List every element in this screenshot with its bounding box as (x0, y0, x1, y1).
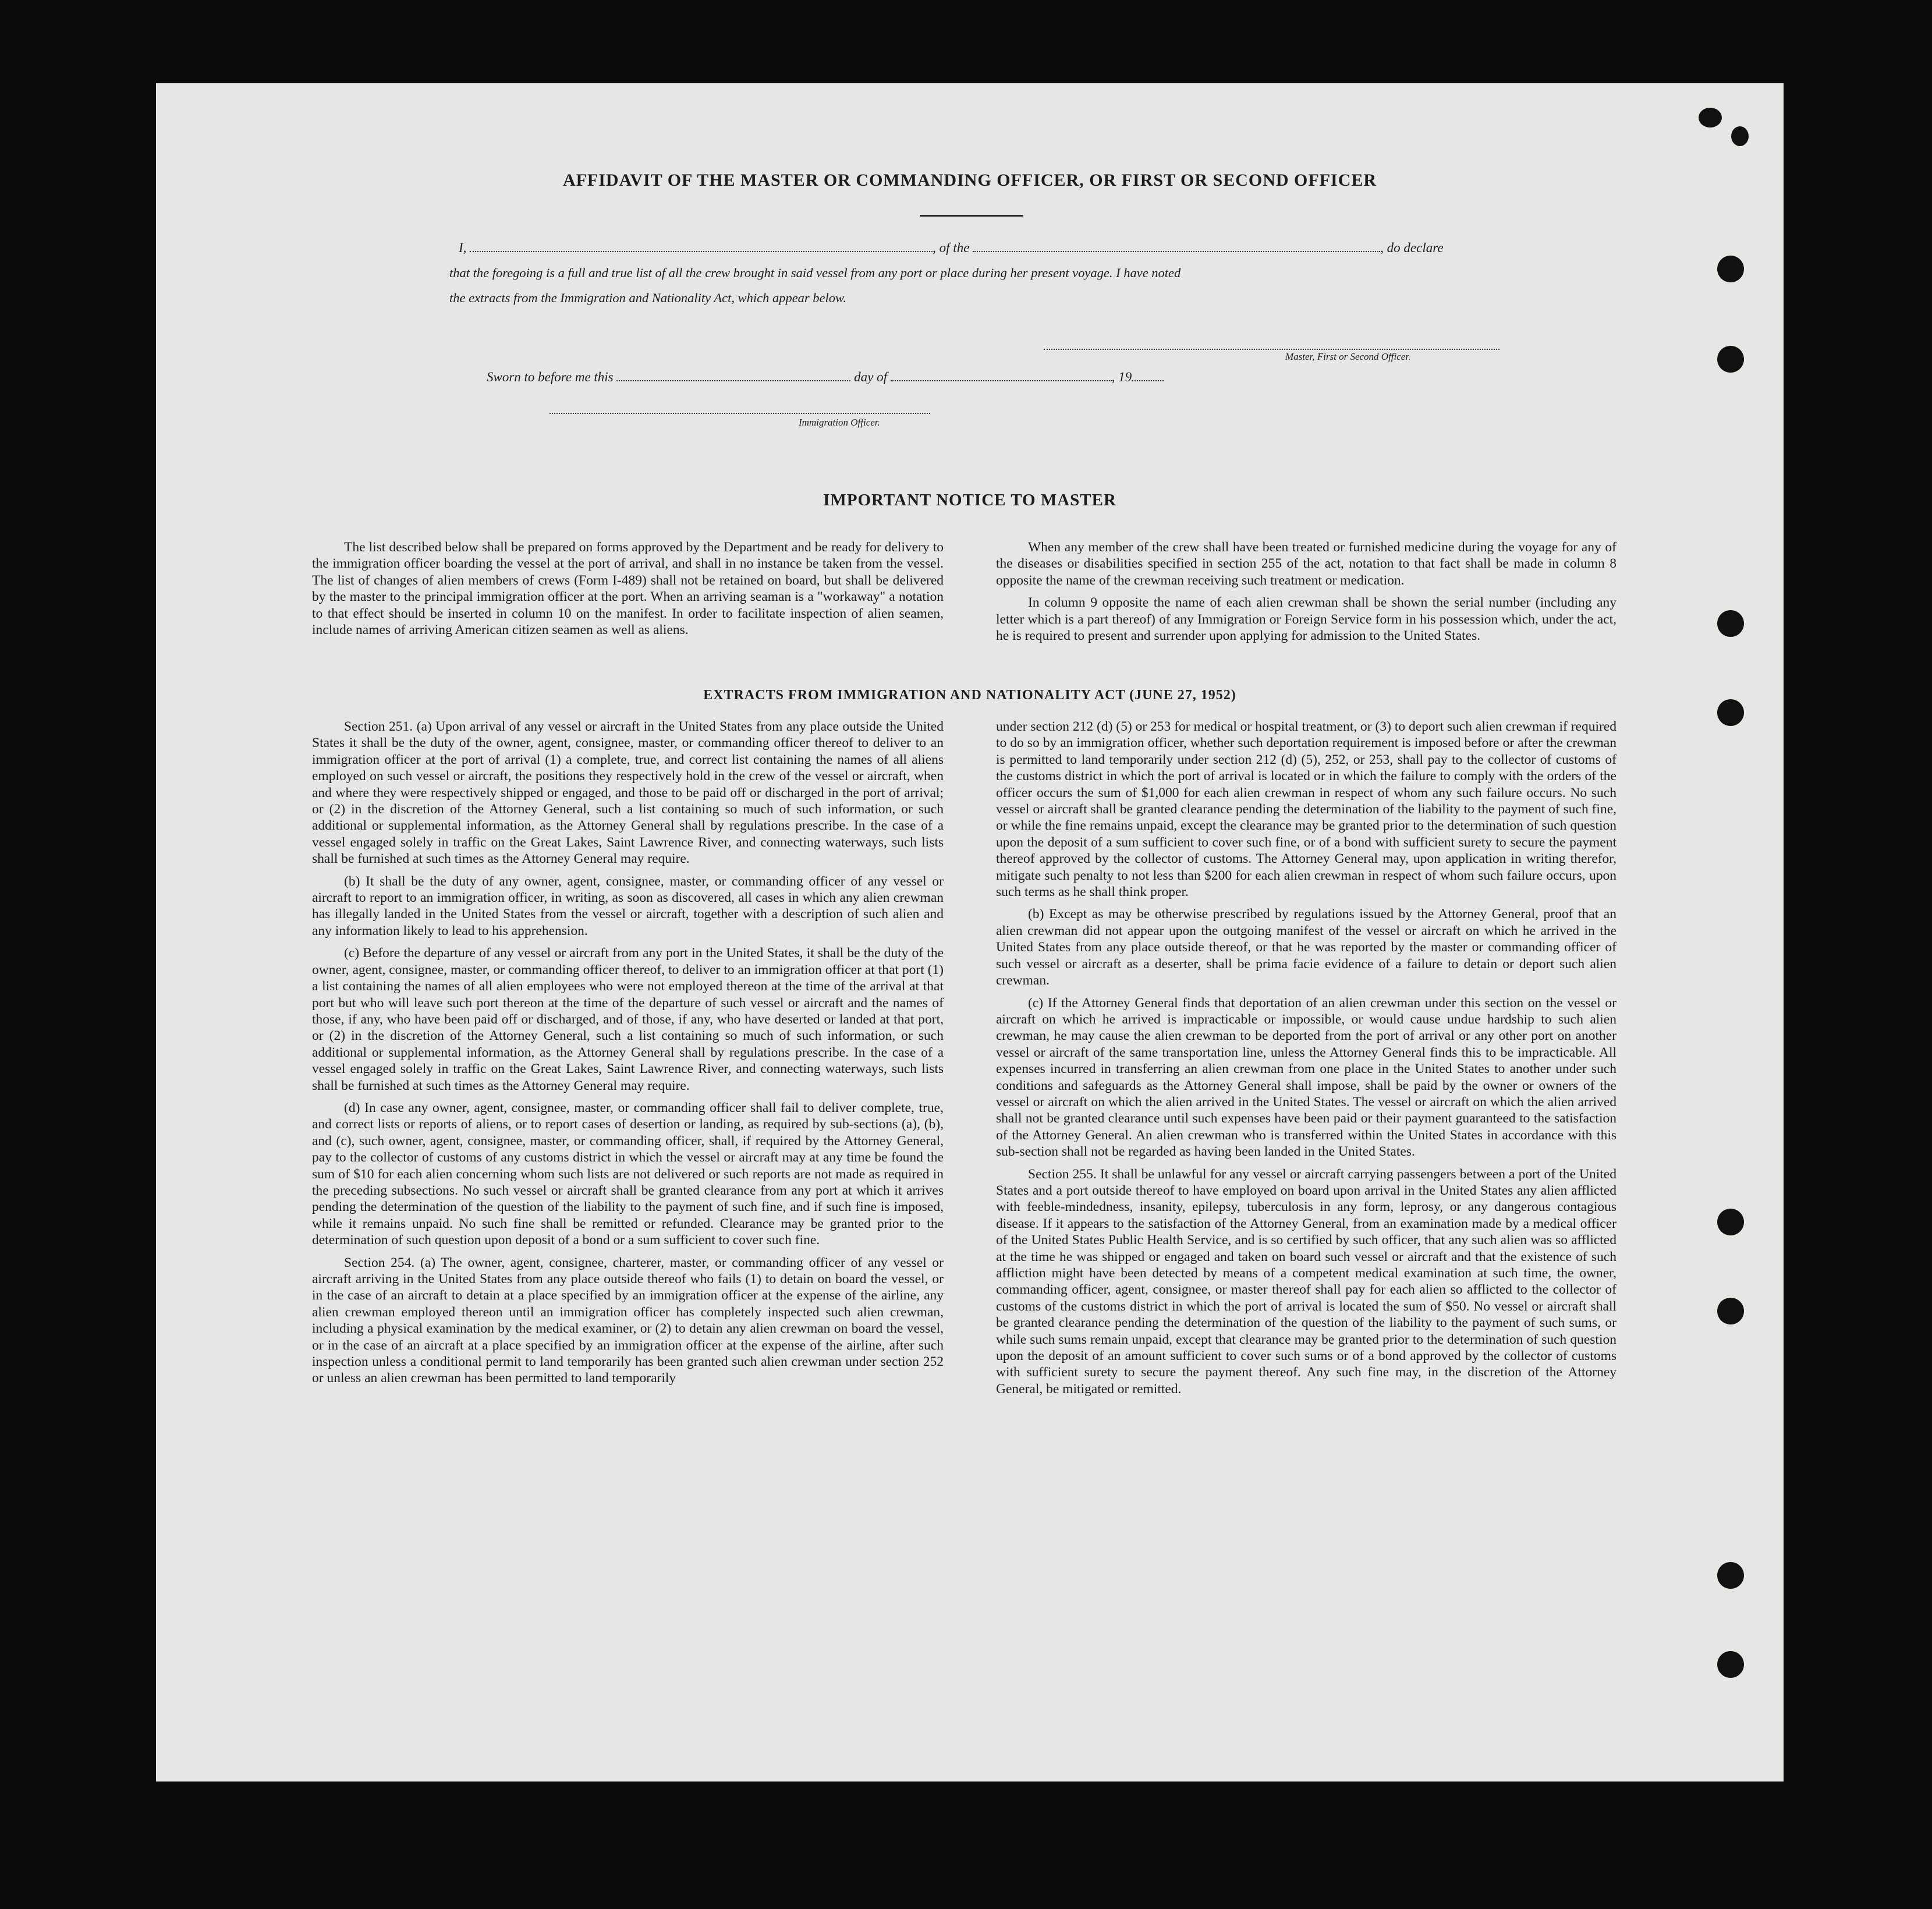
notice-paragraph: The list described below shall be prepared on forms approved by the Department and be ready for delivery to the immigration officer boarding the vessel at the port of arrival, and shall in no instance be taken from the vessel. The list of changes of alien members of crews (Form I-489) shall not be retained on board, but shall be delivered by the master to the principal immigration officer at the port. When an arriving seaman is a "workaway" a notation to that effect should be inserted in column 10 on the manifest. In order to facilitate inspection of alien seamen, include names of arriving American citizen seamen as well as aliens. (312, 540, 944, 638)
sworn-day-field[interactable] (616, 380, 850, 381)
act-paragraph: under section 212 (d) (5) or 253 for medical or hospital treatment, or (3) to deport such alien crewman if required to do so by an immigration officer, whether such deportation requirement is imposed before or after the crewman is permitted to land temporarily under section 212 (d) (5), 252, or 253, shall pay to the collector of customs of the customs district in which the port of arrival is located or in which the failure to comply with the orders of the officer occurs the sum of $1,000 for each alien crewman in respect of whom any such failure occurs. No such vessel or aircraft shall be granted clearance pending the determination of the liability to the payment of such fine, or while the fine remains unpaid, except the clearance may be granted prior to the determination of such question upon the deposit of a sum sufficient to cover such fine, or of a bond with sufficient surety to secure the payment thereof approved by the collector of customs. The Attorney General may, upon application in writing therefor, mitigate such penalty to not less than $200 for each alien crewman in respect of whom such failure occurs, upon such terms as he shall think proper. (996, 719, 1617, 900)
vessel-name-field[interactable] (973, 251, 1380, 252)
officer-signature-field[interactable] (550, 413, 930, 414)
declarant-line (459, 240, 1444, 256)
do-declare-label: , do declare (1380, 240, 1444, 255)
act-paragraph: (c) Before the departure of any vessel or aircraft from any port in the United States, it shall be the duty of the owner, agent, consignee, master, or commanding officer thereof, to deliver to an immigration officer at that port (1) a list containing the names of all alien employees who were not employed thereon at the time of the arrival at that port but who will leave such port thereon at the time of the departure of such vessel or aircraft and the names of those, if any, who have been paid off or discharged, and of those, if any, who have deserted or landed at that port, or (2) in the discretion of the Attorney General, such a list containing so much of such information, or such additional or supplemental information, as the Attorney General shall by regulations prescribe. In the case of a vessel engaged solely in traffic on the Great Lakes, Saint Lawrence River, and connecting waterways, such lists shall be furnished at such times as the Attorney General may require. (312, 945, 944, 1093)
notice-right-column (996, 539, 1617, 650)
act-paragraph: (d) In case any owner, agent, consignee, master, or commanding officer shall fail to deliver complete, true, and correct lists or reports of aliens, or to report cases of desertion or landing, as required by sub-sections (a), (b), and (c), such owner, agent, consignee, master, or commanding officer, shall, if required by the Attorney General, pay to the collector of customs of any customs district in which the vessel or aircraft may at any time be found the sum of $10 for each alien concerning whom such lists are not delivered or such reports are not made as required in the preceding subsections. No such vessel or aircraft shall be granted clearance from any port at which it arrives pending the determination of the question of the liability to the payment of such fine, and if such fine is imposed, while it remains unpaid. No such fine shall be remitted or refunded. Clearance may be granted prior to the determination of such question upon deposit of a bond or a sum sufficient to cover such fine. (312, 1100, 944, 1248)
officer-signature-label: Immigration Officer. (799, 417, 880, 428)
sworn-month-field[interactable] (891, 380, 1112, 381)
act-paragraph: Section 251. (a) Upon arrival of any vessel or aircraft in the United States from any place outside the United States it shall be the duty of the owner, agent, consignee, master, or commanding officer thereof to deliver to an immigration officer at the port of arrival (1) a complete, true, and correct list containing the names of all aliens employed on such vessel or aircraft, the positions they respectively hold in the crew of the vessel or aircraft, when and where they were respectively shipped or engaged, and those to be paid off or discharged in the port of arrival; or (2) in the discretion of the Attorney General, such a list containing so much of such information, or such additional or supplemental information, as the Attorney General shall by regulations prescribe. In the case of a vessel engaged solely in traffic on the Great Lakes, Saint Lawrence River, and connecting waterways, such lists shall be furnished at such times as the Attorney General may require. (312, 719, 944, 867)
punch-hole (1699, 108, 1722, 127)
notice-paragraph: In column 9 opposite the name of each alien crewman shall be shown the serial number (including any letter which is a part thereof) of any Immigration or Foreign Service form in his possession which, under the act, he is required to present and surrender upon applying for admission to the United States. (996, 595, 1617, 644)
punch-hole (1731, 126, 1749, 146)
notice-title: IMPORTANT NOTICE TO MASTER (823, 491, 1116, 509)
sworn-label: Sworn to before me this (487, 370, 614, 384)
declarant-name-field[interactable] (470, 251, 933, 252)
punch-hole (1717, 1651, 1744, 1678)
sworn-line (487, 370, 1164, 385)
master-signature-field[interactable] (1044, 349, 1499, 350)
act-paragraph: (c) If the Attorney General finds that deportation of an alien crewman under this section on the vessel or aircraft on which he arrived is impracticable or impossible, or would cause undue hardship to such alien crewman, he may cause the alien crewman to be deported from the port of arrival or any other port on another vessel or aircraft of the same transportation line, unless the Attorney General finds this to be impracticable. All expenses incurred in transferring an alien crewman from one place in the United States to another under such conditions and safeguards as the Attorney General shall impose, shall be paid by the owner or owners of the vessel or aircraft on which the alien arrived in the United States. The vessel or aircraft on which the alien arrived shall not be granted clearance until such expenses have been paid or their payment guaranteed to the satisfaction of the Attorney General. An alien crewman who is transferred within the United States in accordance with this sub-section shall not be regarded as having been landed in the United States. (996, 995, 1617, 1160)
year-label: , 19 (1111, 370, 1132, 384)
day-of-label: day of (854, 370, 887, 384)
form-sheet (156, 83, 1784, 1782)
act-paragraph: (b) Except as may be otherwise prescribed by regulations issued by the Attorney General, proof that an alien crewman did not appear upon the outgoing manifest of the vessel or aircraft on which he arrived in the United States from any place outside thereof, or that he was reported by the master or commanding officer of such vessel or aircraft as a deserter, shall be prima facie evidence of a failure to detain or deport such alien crewman. (996, 906, 1617, 989)
notice-left-column (312, 539, 944, 644)
act-paragraph: (b) It shall be the duty of any owner, agent, consignee, master, or commanding officer of any vessel or aircraft to report to an immigration officer, in writing, as soon as discovered, all cases in which any alien crewman has illegally landed in the United States from the vessel or aircraft, together with a description of such alien and any information likely to lead to his apprehension. (312, 873, 944, 938)
declaration-line-1: that the foregoing is a full and true list of all the crew brought in said vessel from any port or place during her present voyage. I have noted (449, 265, 1181, 280)
extracts-right-column (996, 718, 1617, 1403)
extracts-left-column (312, 718, 944, 1393)
act-paragraph: Section 254. (a) The owner, agent, consignee, charterer, master, or commanding officer of any vessel or aircraft arriving in the United States from any place outside thereof who fails (1) to detain on board the vessel, or in the case of an aircraft to detain at a place specified by an immigration officer at the expense of the airline, any alien crewman employed thereon until an immigration officer has completely inspected such alien crewman, including a physical examination by the medical examiner, or (2) to detain any alien crewman on board the vessel, or in the case of an aircraft at a place specified by an immigration officer at the expense of the airline, after such inspection unless a conditional permit to land temporarily has been granted such alien crewman under section 252 or unless an alien crewman has been permitted to land temporarily (312, 1255, 944, 1386)
i-label: I, (459, 240, 467, 255)
sworn-year-field[interactable] (1132, 380, 1164, 381)
title-underline (920, 215, 1023, 217)
punch-hole (1717, 256, 1744, 282)
punch-hole (1717, 346, 1744, 373)
punch-hole (1717, 1562, 1744, 1589)
of-the-label: , of the (933, 240, 970, 255)
act-paragraph: Section 255. It shall be unlawful for any vessel or aircraft carrying passengers between a port of the United States and a port outside thereof to have employed on board upon arrival in the United States any alien afflicted with feeble-mindedness, insanity, epilepsy, tuberculosis in any form, leprosy, or any dangerous contagious disease. If it appears to the satisfaction of the Attorney General, from an examination made by a medical officer of the United States Public Health Service, and is so certified by such officer, that any such alien was so afflicted at the time he was shipped or engaged and taken on board such vessel or aircraft and that the existence of such affliction might have been detected by means of a competent medical examination at such time, the owner, commanding officer, agent, consignee, or master thereof shall pay for each alien so afflicted to the collector of customs of the customs district in which the port of arrival is located the sum of $50. No vessel or aircraft shall be granted clearance pending the determination of the question of the liability to the payment of such sums, or while such sums remain unpaid, except that clearance may be granted prior to the determination of such question upon the deposit of an amount sufficient to cover such sums or of a bond approved by the collector of customs with sufficient surety to secure the payment thereof. Any such fine may, in the discretion of the Attorney General, be mitigated or remitted. (996, 1166, 1617, 1397)
declaration-line-2: the extracts from the Immigration and Nationality Act, which appear below. (449, 291, 847, 305)
master-signature-label: Master, First or Second Officer. (1285, 351, 1411, 362)
affidavit-title: AFFIDAVIT OF THE MASTER OR COMMANDING OFFICER, OR FIRST OR SECOND OFFICER (562, 171, 1377, 190)
extracts-title: EXTRACTS FROM IMMIGRATION AND NATIONALITY ACT (JUNE 27, 1952) (703, 688, 1236, 703)
notice-paragraph: When any member of the crew shall have been treated or furnished medicine during the voyage for any of the diseases or disabilities specified in section 255 of the act, notation to that fact shall be made in column 8 opposite the name of the crewman receiving such treatment or medication. (996, 540, 1617, 588)
punch-hole (1717, 1298, 1744, 1324)
punch-hole (1717, 610, 1744, 637)
punch-hole (1717, 1209, 1744, 1235)
